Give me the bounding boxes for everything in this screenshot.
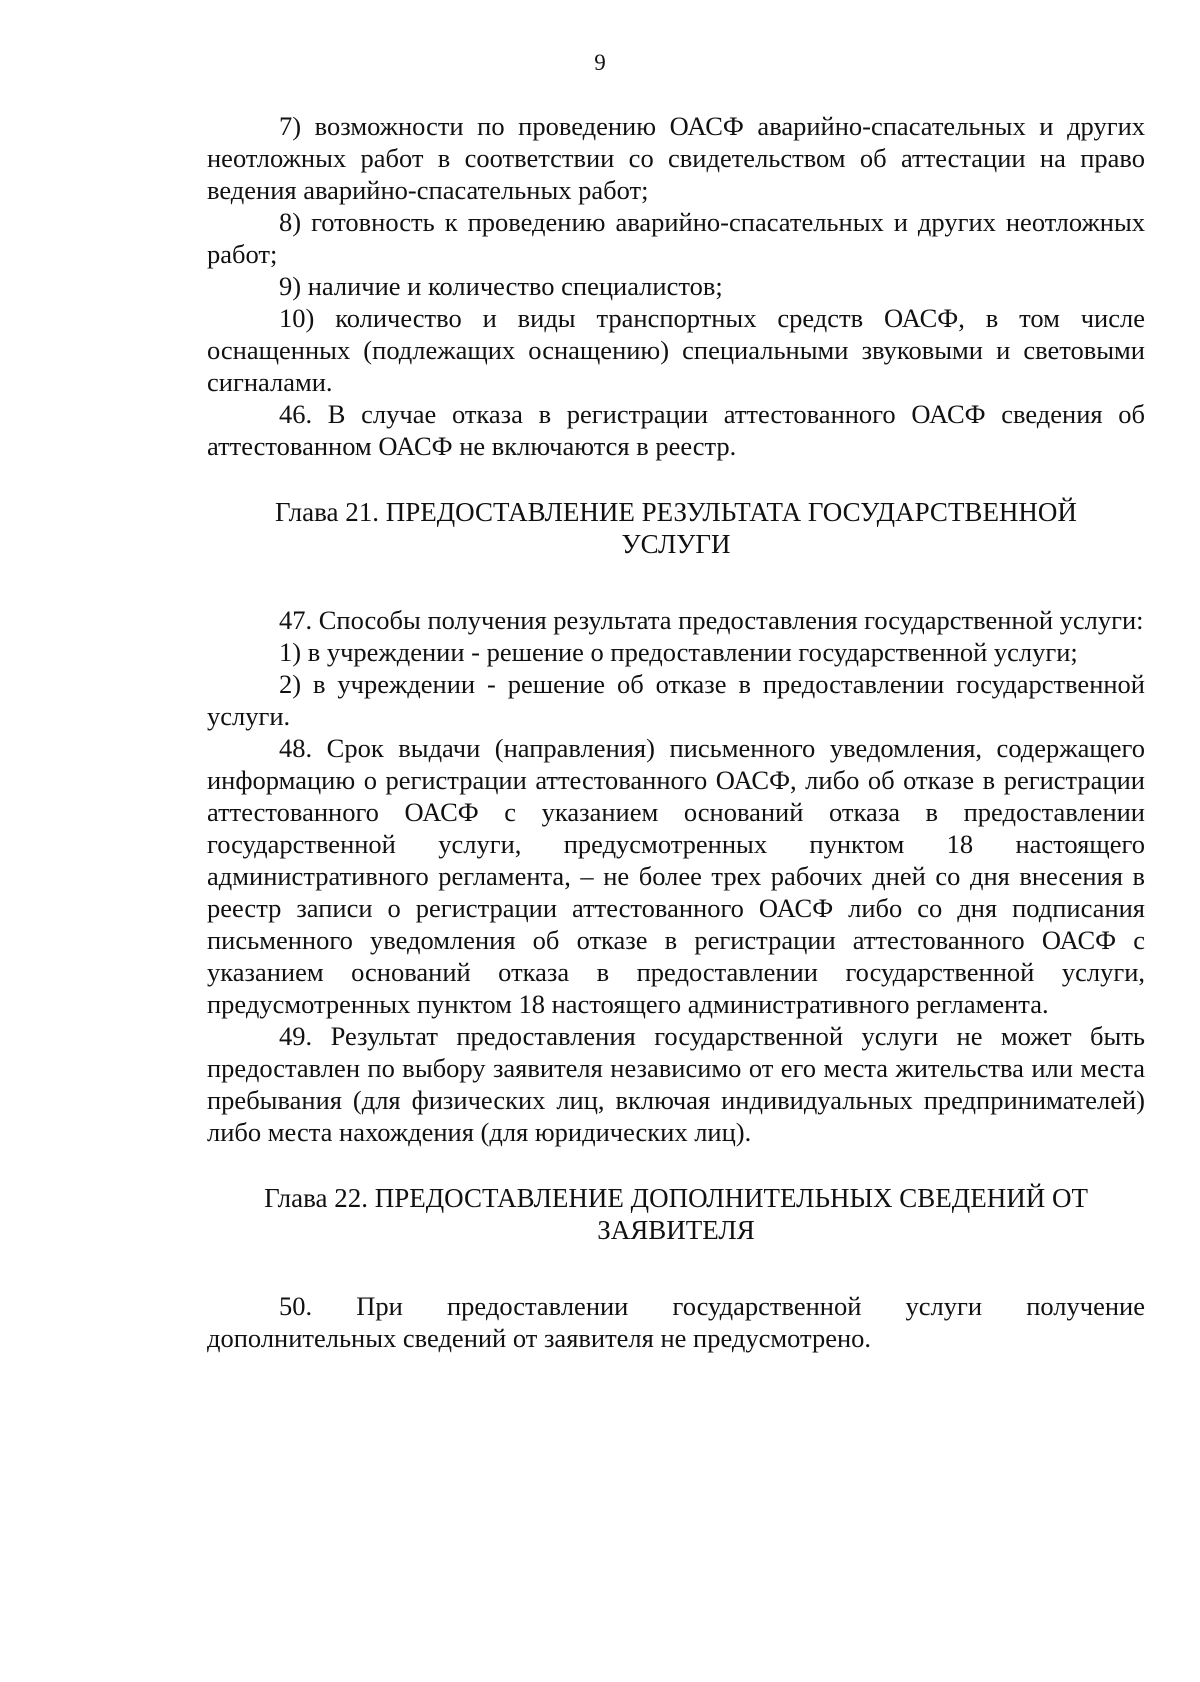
chapter-22-heading: Глава 22. ПРЕДОСТАВЛЕНИЕ ДОПОЛНИТЕЛЬНЫХ СВЕДЕНИЙ ОТ ЗАЯВИТЕЛЯ <box>264 1183 1088 1245</box>
paragraph-49: 49. Результат предоставления государственной услуги не может быть предоставлен по выбору заявителя независимо от его места жительства или места пребывания (для физических лиц, включая индивидуальных предпринимателей) либо места нахождения (для юридических лиц). <box>207 1021 1145 1147</box>
list-item-10: 10) количество и виды транспортных средств ОАСФ, в том числе оснащенных (подлежащих оснащению) специальными звуковыми и световыми сигналами. <box>207 303 1145 397</box>
list-item-8: 8) готовность к проведению аварийно-спасательных и других неотложных работ; <box>207 207 1145 269</box>
paragraph-47-item-1: 1) в учреждении - решение о предоставлении государственной услуги; <box>279 637 1078 667</box>
paragraph-47: 47. Способы получения результата предоставления государственной услуги: <box>279 605 1144 635</box>
page-number: 9 <box>594 50 606 75</box>
paragraph-50: 50. При предоставлении государственной услуги получение дополнительных сведений от заявителя не предусмотрено. <box>207 1291 1145 1353</box>
chapter-21-heading: Глава 21. ПРЕДОСТАВЛЕНИЕ РЕЗУЛЬТАТА ГОСУДАРСТВЕННОЙ УСЛУГИ <box>275 497 1077 559</box>
paragraph-48: 48. Срок выдачи (направления) письменного уведомления, содержащего информацию о регистрации аттестованного ОАСФ, либо об отказе в регистрации аттестованного ОАСФ с указанием оснований отказа в предоставлении государственной услуги, предусмотренных пунктом 18 настоящего административного регламента, – не более трех рабочих дней со дня внесения в реестр записи о регистрации аттестованного ОАСФ либо со дня подписания письменного уведомления об отказе в регистрации аттестованного ОАСФ с указанием оснований отказа в предоставлении государственной услуги, предусмотренных пунктом 18 настоящего административного регламента. <box>207 733 1145 1019</box>
document-body <box>207 110 1145 1354</box>
paragraph-46: 46. В случае отказа в регистрации аттестованного ОАСФ сведения об аттестованном ОАСФ не включаются в реестр. <box>207 399 1145 461</box>
list-item-9: 9) наличие и количество специалистов; <box>279 271 723 301</box>
list-item-7: 7) возможности по проведению ОАСФ аварийно-спасательных и других неотложных работ в соответствии со свидетельством об аттестации на право ведения аварийно-спасательных работ; <box>207 111 1145 205</box>
paragraph-47-item-2: 2) в учреждении - решение об отказе в предоставлении государственной услуги. <box>207 669 1145 731</box>
